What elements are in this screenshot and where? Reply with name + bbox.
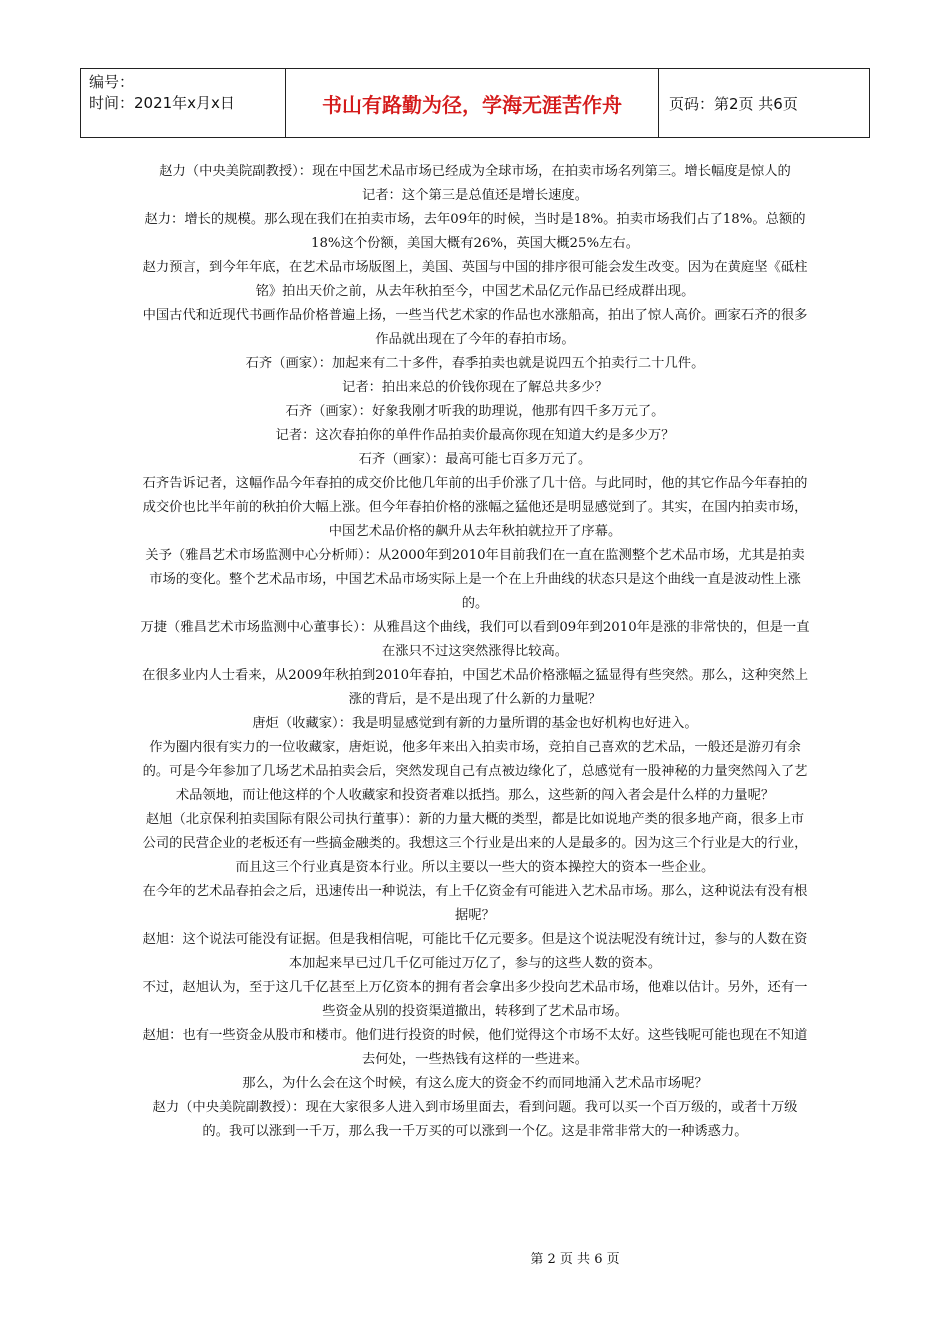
- paragraph: 那么，为什么会在这个时候，有这么庞大的资金不约而同地涌入艺术品市场呢？: [242, 1076, 708, 1091]
- paragraph: 石齐（画家）：好象我刚才听我的助理说，他那有四千多万元了。: [285, 404, 665, 419]
- paragraph: 在很多业内人士看来，从2009年秋拍到2010年春拍，中国艺术品价格涨幅之猛显得有些突然。那么，这种突然上涨的背后，是不是出现了什么新的力量呢？: [141, 668, 809, 707]
- paragraph: 赵旭：这个说法可能没有证据。但是我相信呢，可能比千亿元要多。但是这个说法呢没有统计过，参与的人数在资本加起来早已过几千亿可能过万亿了，参与的这些人数的资本。: [142, 932, 808, 971]
- paragraph: 赵力（中央美院副教授）：现在中国艺术品市场已经成为全球市场，在拍卖市场名列第三。增长幅度是惊人的: [159, 164, 791, 179]
- paragraph: 赵旭：也有一些资金从股市和楼市。他们进行投资的时候，他们觉得这个市场不太好。这些钱呢可能也现在不知道去何处，一些热钱有这样的一些进来。: [142, 1028, 808, 1067]
- paragraph: 赵力：增长的规模。那么现在我们在拍卖市场，去年09年的时候，当时是18%。拍卖市场我们占了18%。总额的18%这个份额，美国大概有26%，英国大概25%左右。: [144, 212, 806, 251]
- paragraph: 唐炬（收藏家）：我是明显感觉到有新的力量所谓的基金也好机构也好进入。: [252, 716, 698, 731]
- paragraph: 赵力预言，到今年年底，在艺术品市场版图上，美国、英国与中国的排序很可能会发生改变。因为在黄庭坚《砥柱铭》拍出天价之前，从去年秋拍至今，中国艺术品亿元作品已经成群出现。: [142, 260, 808, 299]
- document-number-label: 编号：: [89, 73, 135, 91]
- paragraph: 记者：这个第三是总值还是增长速度。: [361, 188, 589, 203]
- document-date-label: 时间：2021年x月x日: [89, 94, 235, 112]
- document-body: [140, 160, 810, 1144]
- header-page-info: 页码：第2页 共6页: [669, 94, 798, 113]
- paragraph: 中国古代和近现代书画作品价格普遍上扬，一些当代艺术家的作品也水涨船高，拍出了惊人高价。画家石齐的很多作品就出现在了今年的春拍市场。: [142, 308, 808, 347]
- paragraph: 在今年的艺术品春拍会之后，迅速传出一种说法，有上千亿资金有可能进入艺术品市场。那么，这种说法有没有根据呢？: [142, 884, 808, 923]
- paragraph: 石齐告诉记者，这幅作品今年春拍的成交价比他几年前的出手价涨了几十倍。与此同时，他的其它作品今年春拍的成交价也比半年前的秋拍价大幅上涨。但今年春拍价格的涨幅之猛他还是明显感觉到了。其实，在国内拍卖市场，中国艺术品价格的飙升从去年秋拍就拉开了序幕。: [142, 476, 808, 539]
- page-header: [80, 68, 870, 138]
- paragraph: 赵力（中央美院副教授）：现在大家很多人进入到市场里面去，看到问题。我可以买一个百万级的，或者十万级的。我可以涨到一千万，那么我一千万买的可以涨到一个亿。这是非常非常大的一种诱惑力。: [152, 1100, 798, 1139]
- paragraph: 关予（雅昌艺术市场监测中心分析师）：从2000年到2010年目前我们在一直在监测整个艺术品市场，尤其是拍卖市场的变化。整个艺术品市场，中国艺术品市场实际上是一个在上升曲线的状态只是这个曲线一直是波动性上涨的。: [145, 548, 805, 611]
- page-footer: [0, 1248, 950, 1267]
- paragraph: 石齐（画家）：加起来有二十多件，春季拍卖也就是说四五个拍卖行二十几件。: [245, 356, 705, 371]
- paragraph: 不过，赵旭认为，至于这几千亿甚至上万亿资本的拥有者会拿出多少投向艺术品市场，他难以估计。另外，还有一些资金从别的投资渠道撤出，转移到了艺术品市场。: [142, 980, 808, 1019]
- paragraph: 记者：这次春拍你的单件作品拍卖价最高你现在知道大约是多少万？: [275, 428, 675, 443]
- paragraph: 赵旭（北京保利拍卖国际有限公司执行董事）：新的力量大概的类型，都是比如说地产类的很多地产商，很多上市公司的民营企业的老板还有一些搞金融类的。我想这三个行业是出来的人是最多的。因为这三个行业是大的行业，而且这三个行业真是资本行业。所以主要以一些大的资本操控大的资本一些企业。: [142, 812, 808, 875]
- paragraph: 万捷（雅昌艺术市场监测中心董事长）：从雅昌这个曲线，我们可以看到09年到2010年是涨的非常快的，但是一直在涨只不过这突然涨得比较高。: [140, 620, 810, 659]
- paragraph: 记者：拍出来总的价钱你现在了解总共多少？: [342, 380, 608, 395]
- paragraph: 作为圈内很有实力的一位收藏家，唐炬说，他多年来出入拍卖市场，竞拍自己喜欢的艺术品，一般还是游刃有余的。可是今年参加了几场艺术品拍卖会后，突然发现自己有点被边缘化了，总感觉有一股神秘的力量突然闯入了艺术品领地，而让他这样的个人收藏家和投资者难以抵挡。那么，这些新的闯入者会是什么样的力量呢？: [142, 740, 808, 803]
- header-meta: [81, 69, 286, 137]
- paragraph: 石齐（画家）：最高可能七百多万元了。: [358, 452, 592, 467]
- footer-page-number: 第 2 页 共 6 页: [530, 1252, 620, 1267]
- header-motto: 书山有路勤为径，学海无涯苦作舟: [286, 69, 659, 137]
